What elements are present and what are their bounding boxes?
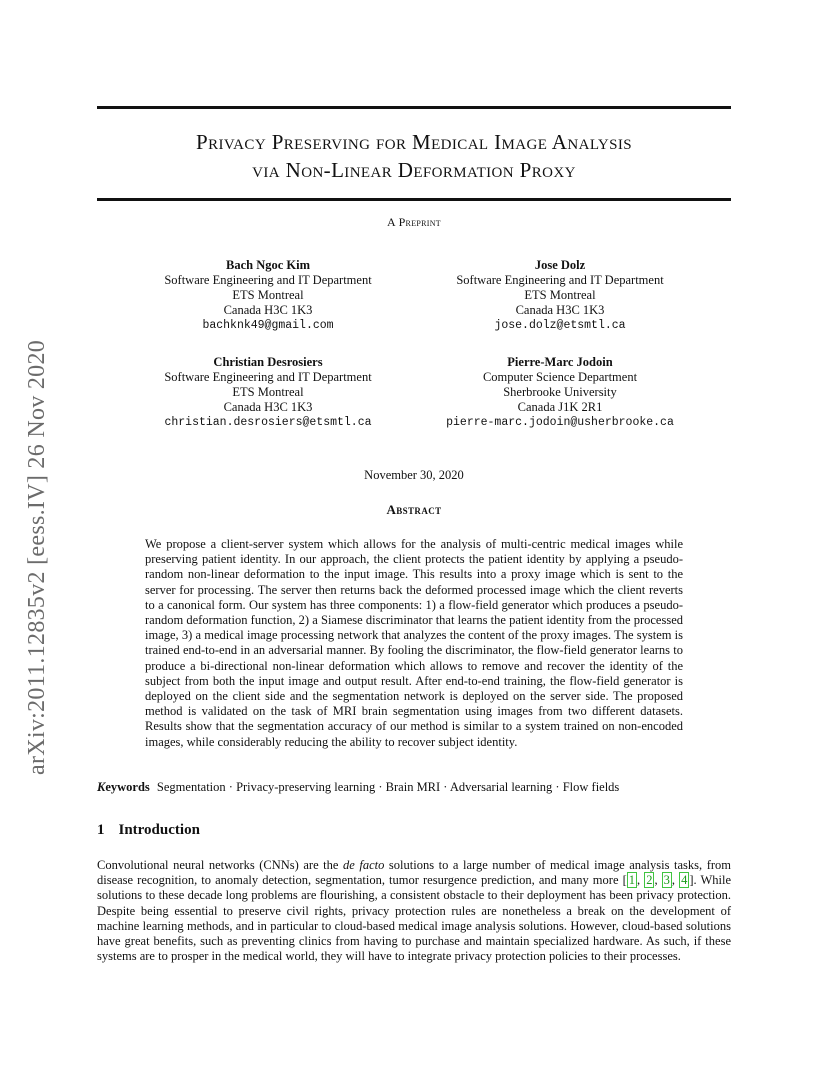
citation-link[interactable]: 4 [681, 873, 688, 888]
author-address: Canada J1K 2R1 [517, 400, 603, 414]
keywords-text: Segmentation · Privacy-preserving learning · Brain MRI · Adversarial learning · Flow fields [156, 780, 620, 794]
keywords-label-initial: K [97, 780, 106, 794]
author-institution: ETS Montreal [232, 385, 304, 399]
author-email[interactable]: christian.desrosiers@etsmtl.ca [164, 416, 372, 429]
introduction-paragraph: Convolutional neural networks (CNNs) are the de facto solutions to a large number of medical image analysis tasks, from disease recognition, to anomaly detection, segmentation, tumor resurgence prediction, and many more [ 1 , 2 , 3 , 4 ]. While solutions to these decade long problems are flourishing, a consistent obstacle to their deployment has been privacy protection. Despite being essential to preserve civil rights, privacy protection rules are nonetheless a break on the development of machine learning methods, and in particular to cloud-based medical image analysis solutions. However, cloud-based solutions have great benefits, such as preventing clinics from having to purchase and maintain specialized hardware. As such, if these systems are to prosper in the medical world, they will have to integrate privacy protection policies to their processes. [97, 858, 732, 964]
citation-link[interactable]: 3 [663, 873, 670, 888]
abstract-heading: Abstract [386, 502, 442, 517]
author-name: Jose Dolz [534, 258, 586, 272]
title-line-1: Privacy Preserving for Medical Image Analysis [196, 130, 632, 154]
preprint-label: A Preprint [386, 215, 441, 229]
author-dept: Software Engineering and IT Department [164, 370, 372, 384]
keywords-label [97, 780, 150, 794]
section-title: Introduction [118, 822, 200, 838]
author-block [410, 258, 710, 333]
abstract-text: We propose a client-server system which allows for the analysis of multi-centric medical images while preserving patient identity. In our approach, the client protects the patient identity by applying a pseudo-random non-linear deformation to the input image. This results into a proxy image which is sent to the server for processing. The server then returns back the deformed processed image which the client reverts to a canonical form. Our system has three components: 1) a flow-field generator which produces a pseudo-random deformation function, 2) a Siamese discriminator that learns the patient identity from the processed image, 3) a medical image processing network that analyzes the content of the proxy images. The system is trained end-to-end in an adversarial manner. By fooling the discriminator, the flow-field generator learns to produce a bi-directional non-linear deformation which allows to remove and recover the identity of the subject from both the input image and output result. After end-to-end training, the flow-field generator is deployed on the client side and the segmentation network is deployed on the server side. The proposed method is validated on the task of MRI brain segmentation using images from two different datasets. Results show that the segmentation accuracy of our method is similar to a system trained on non-encoded images, while considerably reducing the ability to recover subject identity. [145, 537, 683, 749]
author-institution: ETS Montreal [232, 288, 304, 302]
keywords [97, 780, 731, 795]
intro-text: solutions to a large number of medical image analysis tasks, from disease recognition, to anomaly detection, segmentation, tumor resurgence prediction, and many more [ [97, 858, 731, 888]
citation-link[interactable]: 1 [628, 873, 635, 888]
intro-text: Convolutional neural networks (CNNs) are the [97, 858, 344, 872]
title-line-2: via Non-Linear Deformation Proxy [252, 158, 576, 182]
paper-date: November 30, 2020 [364, 468, 464, 482]
keywords-label-rest: eywords [105, 780, 150, 794]
author-email[interactable]: bachknk49@gmail.com [202, 319, 334, 332]
author-name: Christian Desrosiers [213, 355, 323, 369]
author-name: Bach Ngoc Kim [225, 258, 311, 272]
author-block [118, 355, 418, 430]
intro-emphasis: de facto [343, 858, 385, 872]
intro-text: ]. While solutions to these decade long problems are flourishing, a consistent obstacle to their deployment has been privacy protection. Despite being essential to preserve civil rights, privacy protection rules are nonetheless a break on the development of machine learning methods, and in particular to cloud-based medical image analysis solutions. However, cloud-based solutions have great benefits, such as preventing clinics from having to purchase and maintain specialized hardware. As such, if these systems are to prosper in the medical world, they will have to integrate privacy protection policies to their processes. [97, 873, 732, 964]
arxiv-identifier: arXiv:2011.12835v2 [eess.IV] 26 Nov 2020 [24, 339, 50, 775]
author-dept: Computer Science Department [482, 370, 638, 384]
title-rule-top [97, 106, 731, 109]
author-block [410, 355, 710, 430]
author-email[interactable]: jose.dolz@etsmtl.ca [494, 319, 626, 332]
author-block [118, 258, 418, 333]
author-dept: Software Engineering and IT Department [164, 273, 372, 287]
author-dept: Software Engineering and IT Department [456, 273, 664, 287]
author-name: Pierre-Marc Jodoin [507, 355, 613, 369]
title-rule-bottom [97, 198, 731, 201]
section-number: 1 [97, 822, 105, 838]
author-address: Canada H3C 1K3 [515, 303, 605, 317]
author-institution: Sherbrooke University [503, 385, 617, 399]
author-address: Canada H3C 1K3 [223, 303, 313, 317]
author-email[interactable]: pierre-marc.jodoin@usherbrooke.ca [446, 416, 674, 429]
citation-link[interactable]: 2 [646, 873, 653, 888]
section-heading [97, 822, 200, 839]
author-institution: ETS Montreal [524, 288, 596, 302]
author-address: Canada H3C 1K3 [223, 400, 313, 414]
paper-title [97, 128, 731, 184]
